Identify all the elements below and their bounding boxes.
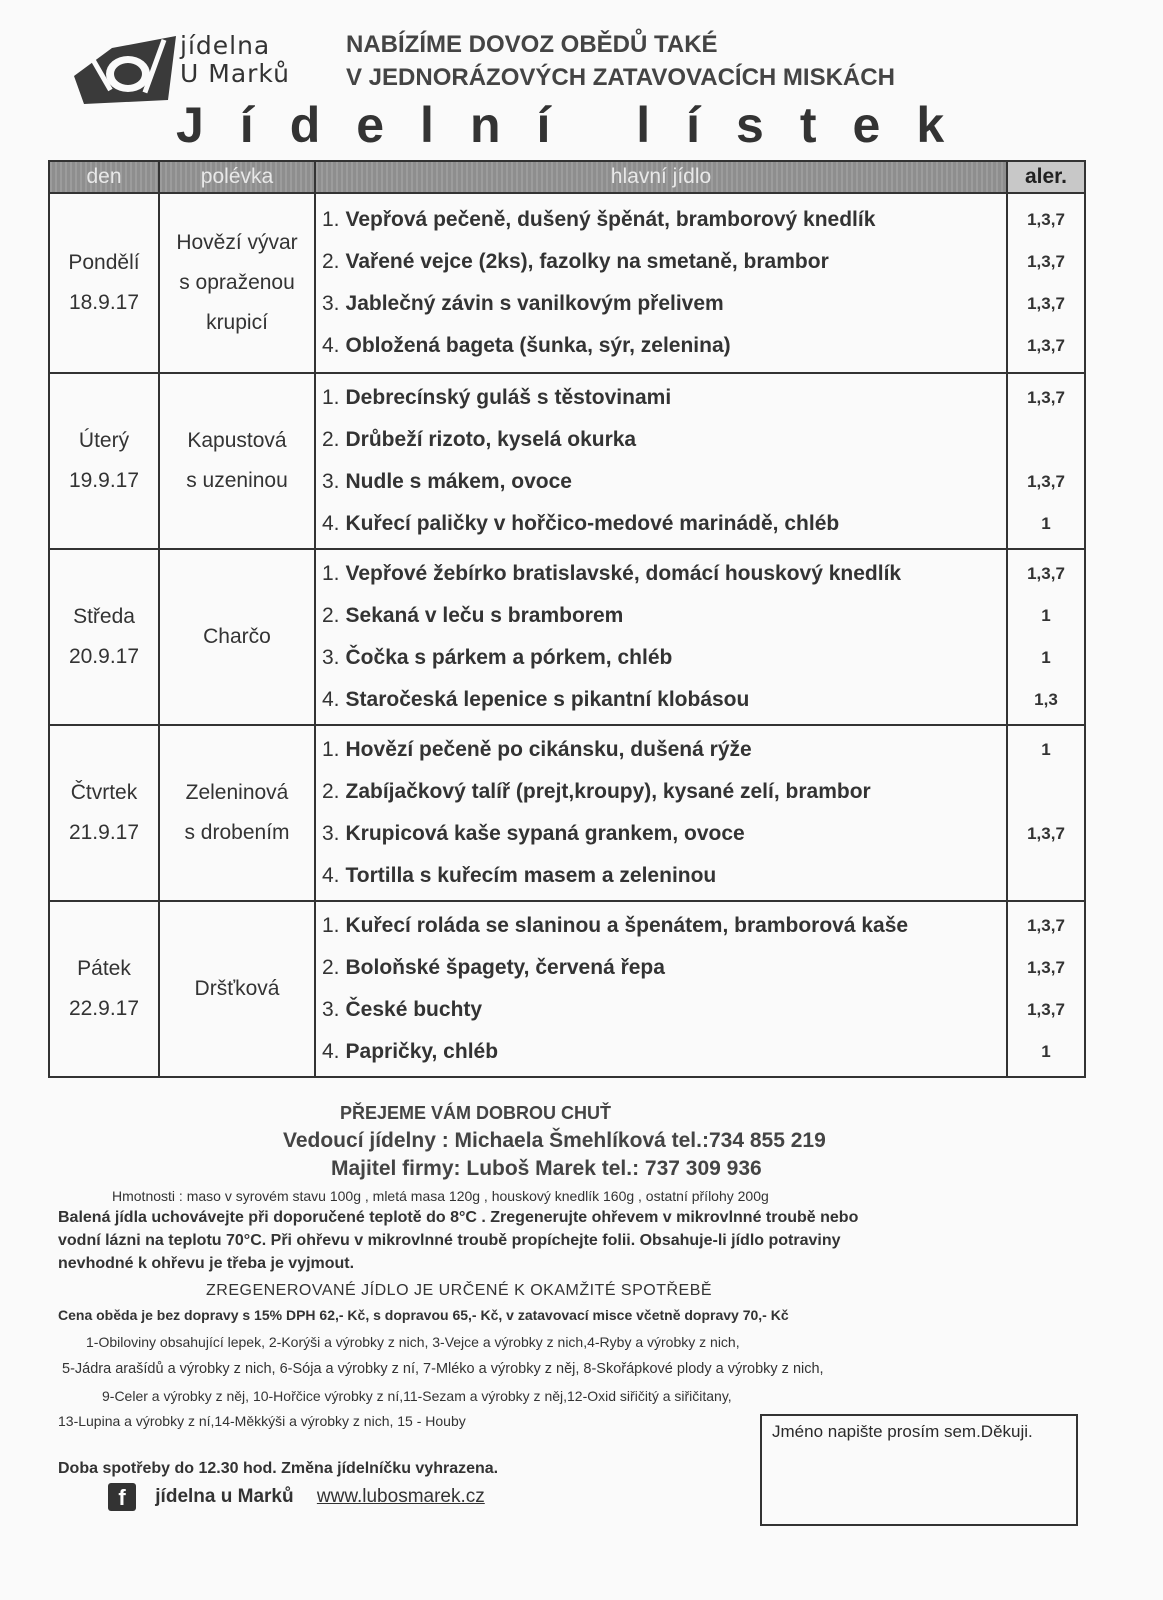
meal-allergens: 1,3,7 — [1027, 252, 1065, 271]
consumption-note: Doba spotřeby do 12.30 hod. Změna jídelníčku vyhrazena. — [58, 1460, 499, 1477]
meal-number: 1. — [322, 738, 340, 761]
meal-allergens: 1 — [1041, 514, 1051, 533]
meal-item — [316, 813, 1006, 855]
allergen-line-1: 1-Obiloviny obsahující lepek, 2-Korýši a výrobky z nich, 3-Vejce a výrobky z nich,4-Ryby a výrobky z nich, — [86, 1334, 740, 1350]
meal-allergens: 1,3,7 — [1027, 472, 1065, 491]
header-soup: polévka — [159, 161, 315, 193]
soup-line: krupicí — [206, 311, 268, 334]
meal-allergens: 1,3,7 — [1027, 958, 1065, 977]
meal-number: 1. — [322, 562, 340, 585]
footer-links — [108, 1483, 485, 1511]
day-date: 20.9.17 — [68, 645, 140, 668]
day-name: Pátek — [77, 957, 131, 980]
meal-text: Kuřecí roláda se slaninou a špenátem, bramborová kaše — [345, 914, 909, 937]
meal-item — [316, 947, 1006, 989]
website-link[interactable]: www.lubosmarek.cz — [316, 1486, 485, 1508]
meal-item — [316, 419, 1006, 461]
soup-line: s uzeninou — [186, 469, 288, 492]
meal-text: Obložená bageta (šunka, sýr, zelenina) — [345, 334, 731, 357]
meal-item — [316, 199, 1006, 241]
meal-item — [316, 729, 1006, 771]
meals-cell — [315, 725, 1007, 901]
menu-header-row — [49, 161, 1085, 193]
meal-number: 1. — [322, 386, 340, 409]
meal-text: Papričky, chléb — [345, 1040, 499, 1063]
storage-line2: vodní lázni na teplotu 70°C. Při ohřevu v mikrovlnné troubě propíchejte folii. Obsahuje-li jídlo potraviny — [58, 1232, 841, 1249]
meal-number: 1. — [322, 208, 340, 231]
meal-number: 1. — [322, 914, 340, 937]
meal-allergens: 1 — [1041, 606, 1051, 625]
menu-table — [48, 160, 1086, 1078]
soup-line: Charčo — [203, 625, 271, 648]
soup-line: Hovězí vývar — [176, 231, 298, 254]
meal-text: Kuřecí paličky v hořčico-medové marinádě, chléb — [345, 512, 840, 535]
storage-line3: nevhodné k ohřevu je třeba je vyjmout. — [58, 1255, 355, 1272]
owner-contact: Majitel firmy: Luboš Marek tel.: 737 309 936 — [331, 1157, 762, 1180]
logo-line2: U Marků — [180, 59, 290, 88]
meal-allergens: 1,3,7 — [1027, 210, 1065, 229]
meal-text: Staročeská lepenice s pikantní klobásou — [345, 688, 750, 711]
day-row — [49, 901, 1085, 1077]
allergens-cell — [1007, 549, 1085, 725]
day-date: 22.9.17 — [68, 997, 140, 1020]
soup-cell — [159, 549, 315, 725]
allergen-line-4: 13-Lupina a výrobky z ní,14-Měkkýši a výrobky z nich, 15 - Houby — [58, 1413, 466, 1429]
meal-item — [316, 325, 1006, 367]
facebook-icon[interactable]: f — [108, 1483, 136, 1511]
meal-number: 3. — [322, 292, 340, 315]
meal-number: 4. — [322, 864, 340, 887]
day-cell — [49, 193, 159, 373]
manager-contact: Vedoucí jídelny : Michaela Šmehlíková tel.:734 855 219 — [283, 1129, 826, 1152]
name-box-label: Jméno napište prosím sem.Děkuji. — [772, 1422, 1033, 1441]
meal-text: Jablečný závin s vanilkovým přelivem — [345, 292, 724, 315]
promo-line1: NABÍZÍME DOVOZ OBĚDŮ TAKÉ — [346, 31, 718, 58]
day-row — [49, 373, 1085, 549]
meal-item — [316, 1031, 1006, 1073]
weights: Hmotnosti : maso v syrovém stavu 100g , mletá masa 120g , houskový knedlík 160g , ostatní přílohy 200g — [112, 1188, 769, 1204]
allergen-line-2: 5-Jádra arašídů a výrobky z nich, 6-Sója a výrobky z ní, 7-Mléko a výrobky z něj, 8-Skořápkové plody a výrobky z nich, — [62, 1361, 824, 1377]
soup-cell — [159, 901, 315, 1077]
day-date: 21.9.17 — [68, 821, 140, 844]
meal-allergens: 1,3,7 — [1027, 294, 1065, 313]
day-row — [49, 725, 1085, 901]
meal-item — [316, 989, 1006, 1031]
meal-text: Krupicová kaše sypaná grankem, ovoce — [345, 822, 745, 845]
day-name: Středa — [73, 605, 135, 628]
meal-text: Nudle s mákem, ovoce — [345, 470, 572, 493]
meal-number: 4. — [322, 512, 340, 535]
meal-number: 2. — [322, 780, 340, 803]
meal-text: Vepřová pečeně, dušený špěnát, bramborový knedlík — [345, 208, 876, 231]
meal-text: České buchty — [345, 998, 483, 1021]
meal-text: Hovězí pečeně po cikánsku, dušená rýže — [345, 738, 752, 761]
day-row — [49, 193, 1085, 373]
meal-allergens — [1008, 419, 1084, 461]
meal-text: Tortilla s kuřecím masem a zeleninou — [345, 864, 717, 887]
meal-allergens: 1,3,7 — [1027, 564, 1065, 583]
promo-line2: V JEDNORÁZOVÝCH ZATAVOVACÍCH MISKÁCH — [346, 64, 895, 91]
meal-allergens: 1,3,7 — [1027, 336, 1065, 355]
meals-cell — [315, 373, 1007, 549]
header-main: hlavní jídlo — [315, 161, 1007, 193]
header-day: den — [49, 161, 159, 193]
soup-cell — [159, 373, 315, 549]
wish: PŘEJEME VÁM DOBROU CHUŤ — [340, 1103, 612, 1123]
meal-number: 4. — [322, 334, 340, 357]
storage-line1: Balená jídla uchovávejte při doporučené teplotě do 8°C . Zregenerujte ohřevem v mikrovlnné troubě nebo — [58, 1209, 859, 1226]
meal-item — [316, 905, 1006, 947]
meal-text: Zabíjačkový talíř (prejt,kroupy), kysané zelí, brambor — [345, 780, 871, 803]
allergens-cell — [1007, 373, 1085, 549]
meal-item — [316, 771, 1006, 813]
meal-allergens: 1 — [1041, 1042, 1051, 1061]
promo — [346, 28, 895, 94]
meal-allergens: 1,3,7 — [1027, 388, 1065, 407]
meal-item — [316, 637, 1006, 679]
day-name: Čtvrtek — [70, 781, 138, 804]
meal-text: Vařené vejce (2ks), fazolky na smetaně, brambor — [345, 250, 829, 273]
meal-item — [316, 503, 1006, 545]
meals-cell — [315, 549, 1007, 725]
day-date: 18.9.17 — [68, 291, 140, 314]
soup-line: s opraženou — [179, 271, 295, 294]
meal-allergens: 1,3,7 — [1027, 1000, 1065, 1019]
regen-notice: ZREGENEROVANÉ JÍDLO JE URČENÉ K OKAMŽITÉ SPOTŘEBĚ — [206, 1282, 713, 1299]
meal-text: Debrecínský guláš s těstovinami — [345, 386, 672, 409]
day-name: Pondělí — [68, 251, 140, 274]
page-title: Jídelní lístek — [176, 97, 981, 153]
soup-line: s drobením — [184, 821, 290, 844]
name-box[interactable] — [760, 1414, 1078, 1526]
day-row — [49, 549, 1085, 725]
cutlery-logo-icon — [72, 34, 176, 106]
day-cell — [49, 725, 159, 901]
day-cell — [49, 373, 159, 549]
allergens-cell — [1007, 725, 1085, 901]
day-cell — [49, 901, 159, 1077]
soup-line: Kapustová — [187, 429, 287, 452]
meal-allergens: 1 — [1041, 648, 1051, 667]
meal-item — [316, 595, 1006, 637]
allergens-cell — [1007, 193, 1085, 373]
allergens-cell — [1007, 901, 1085, 1077]
soup-line: Dršťková — [194, 977, 280, 1000]
meal-text: Sekaná v leču s bramborem — [345, 604, 624, 627]
meal-number: 3. — [322, 470, 340, 493]
day-date: 19.9.17 — [68, 469, 140, 492]
meals-cell — [315, 193, 1007, 373]
meal-item — [316, 461, 1006, 503]
header-allergens: aler. — [1007, 161, 1085, 193]
meal-allergens — [1008, 855, 1084, 897]
logo-line1: jídelna — [180, 31, 271, 60]
meal-item — [316, 241, 1006, 283]
meal-item — [316, 553, 1006, 595]
soup-cell — [159, 193, 315, 373]
price: Cena oběda je bez dopravy s 15% DPH 62,- Kč, s dopravou 65,- Kč, v zatavovací misce včetně dopravy 70,- Kč — [58, 1307, 789, 1323]
meal-number: 3. — [322, 822, 340, 845]
meal-item — [316, 377, 1006, 419]
soup-line: Zeleninová — [185, 781, 289, 804]
meal-allergens: 1,3 — [1034, 690, 1058, 709]
meal-allergens: 1,3,7 — [1027, 824, 1065, 843]
meal-number: 3. — [322, 646, 340, 669]
meal-number: 2. — [322, 604, 340, 627]
meal-item — [316, 679, 1006, 721]
meal-number: 4. — [322, 688, 340, 711]
meals-cell — [315, 901, 1007, 1077]
meal-text: Čočka s párkem a pórkem, chléb — [345, 646, 673, 669]
soup-cell — [159, 725, 315, 901]
meal-allergens — [1008, 771, 1084, 813]
allergen-line-3: 9-Celer a výrobky z něj, 10-Hořčice výrobky z ní,11-Sezam a výrobky z něj,12-Oxid siřičitý a siřičitany, — [102, 1388, 732, 1404]
meal-number: 2. — [322, 250, 340, 273]
meal-text: Vepřové žebírko bratislavské, domácí houskový knedlík — [345, 562, 902, 585]
meal-text: Boloňské špagety, červená řepa — [345, 956, 665, 979]
facebook-name[interactable]: jídelna u Marků — [155, 1486, 294, 1508]
meal-item — [316, 855, 1006, 897]
meal-item — [316, 283, 1006, 325]
meal-number: 4. — [322, 1040, 340, 1063]
day-name: Úterý — [78, 429, 130, 452]
day-cell — [49, 549, 159, 725]
meal-allergens: 1,3,7 — [1027, 916, 1065, 935]
meal-text: Drůbeží rizoto, kyselá okurka — [345, 428, 637, 451]
meal-number: 3. — [322, 998, 340, 1021]
meal-number: 2. — [322, 428, 340, 451]
meal-number: 2. — [322, 956, 340, 979]
meal-allergens: 1 — [1041, 740, 1051, 759]
